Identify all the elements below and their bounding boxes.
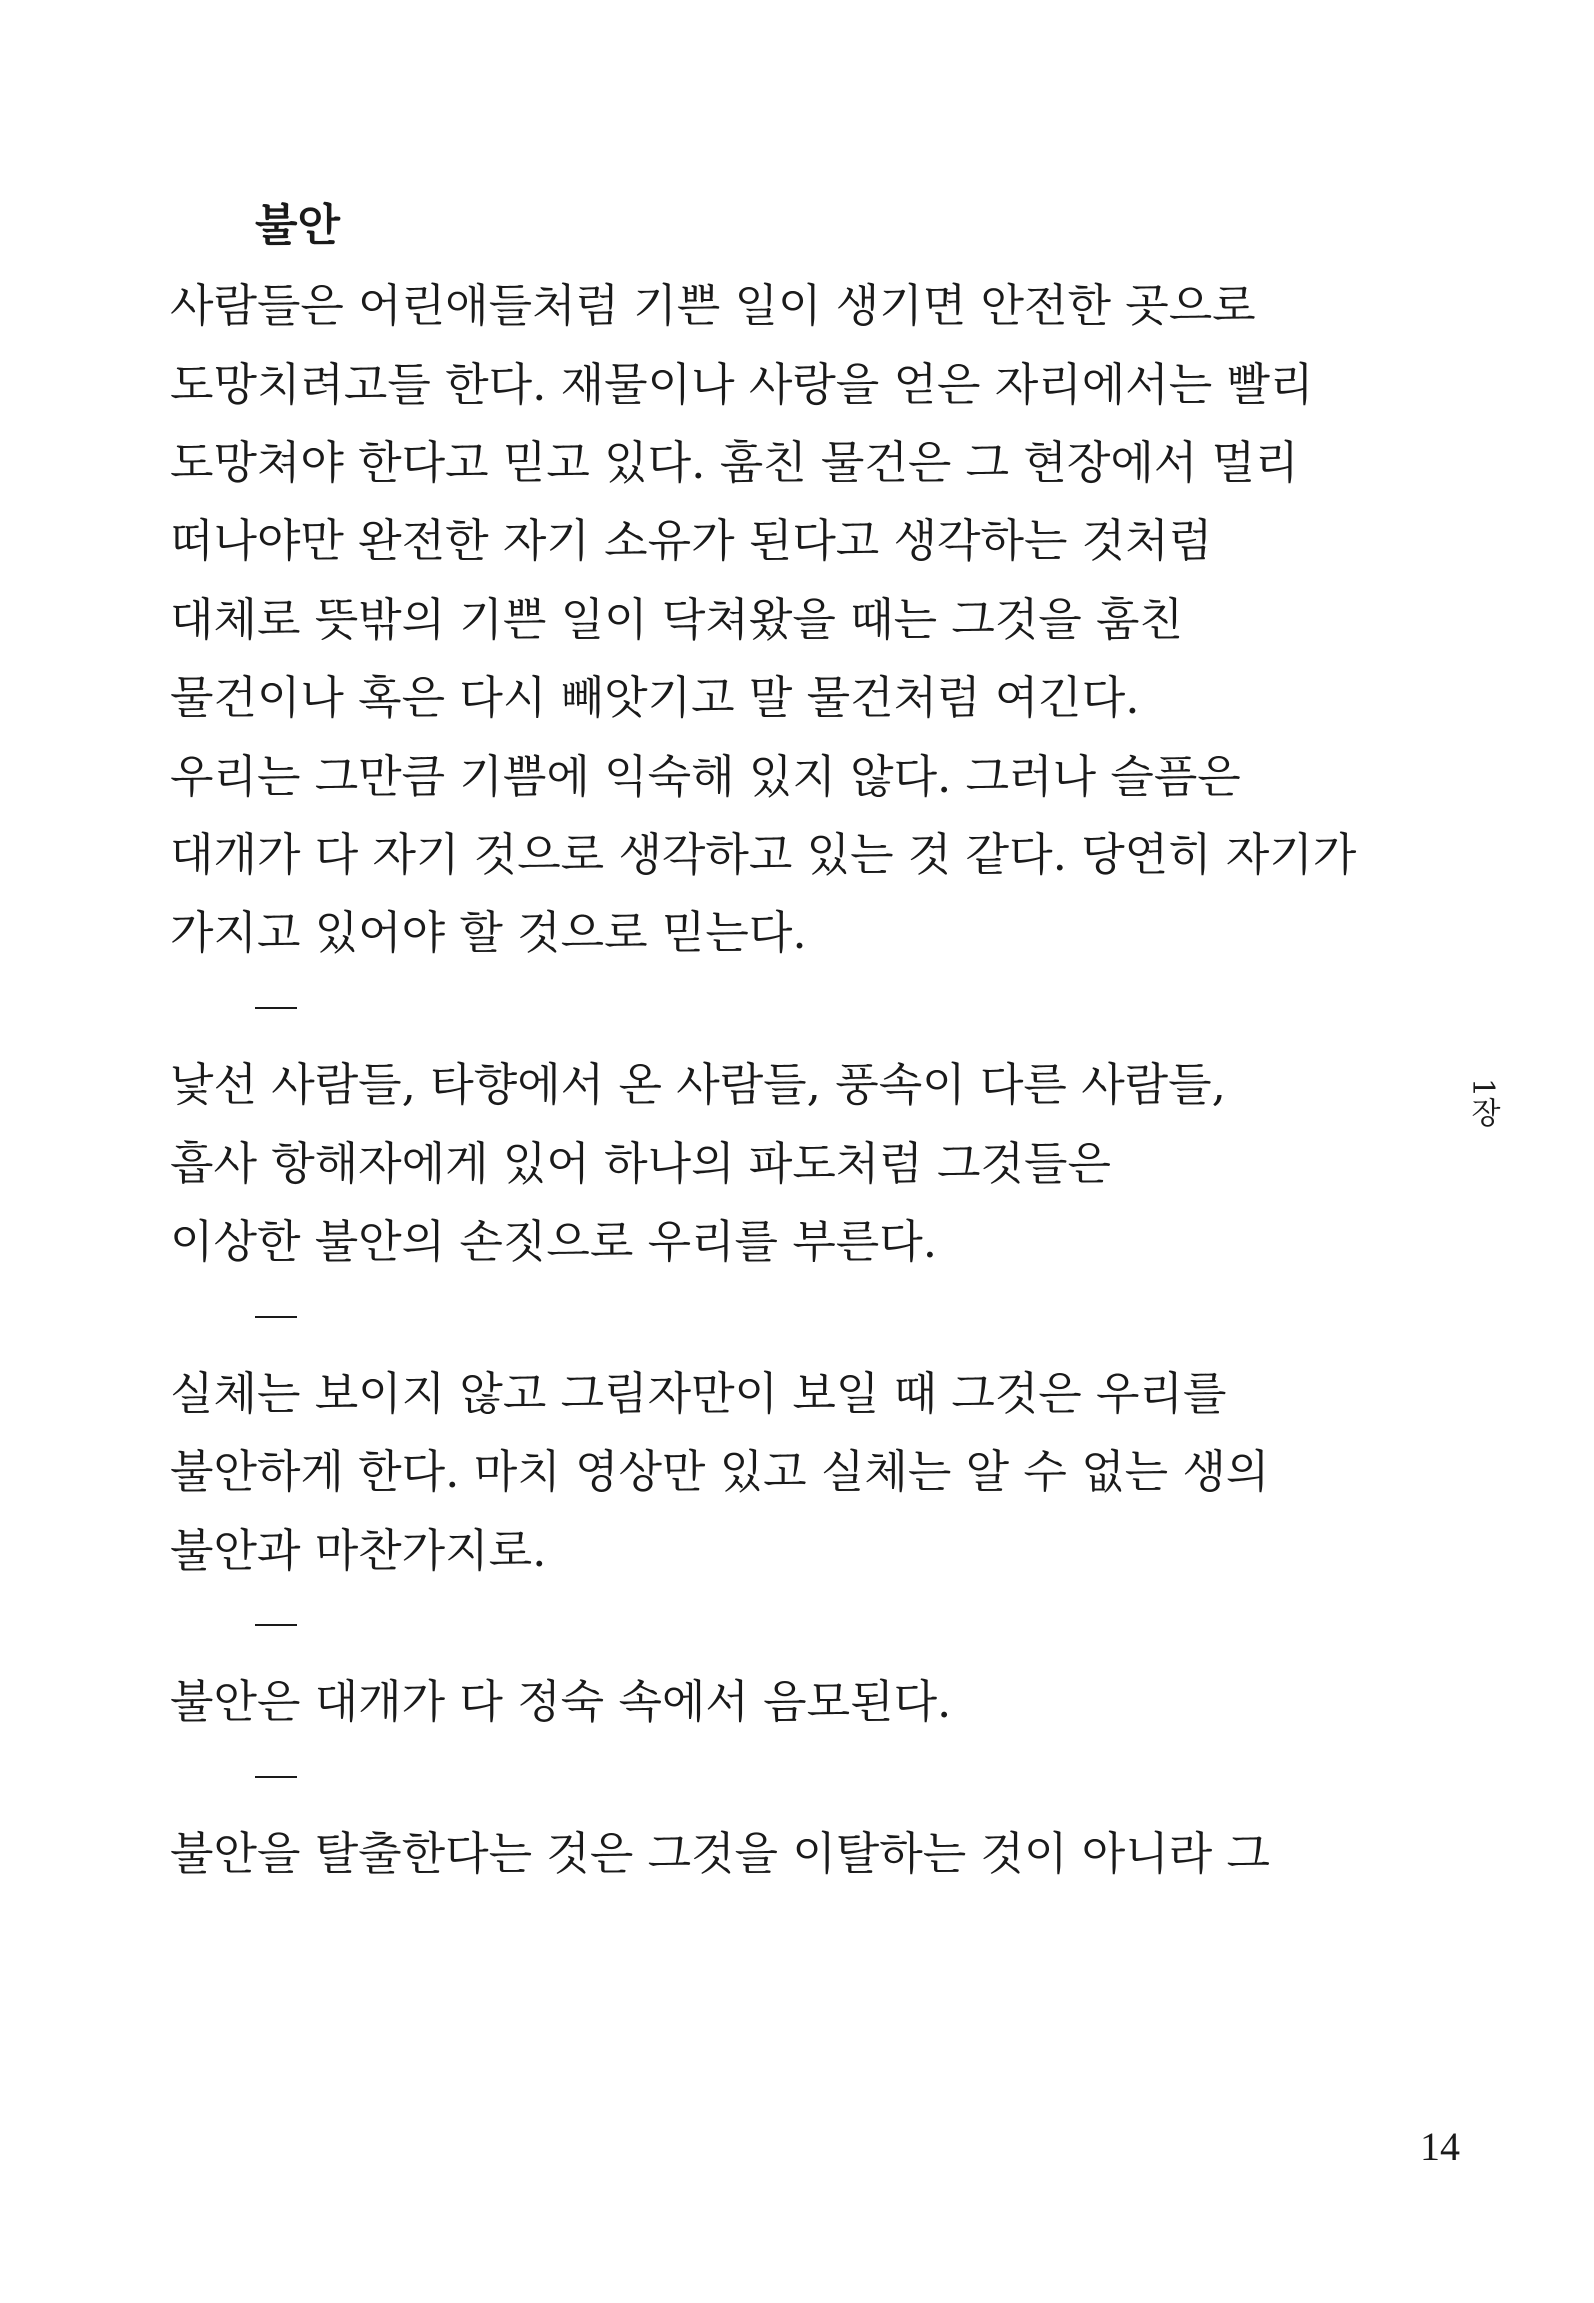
paragraph-1-line-6: 물건이나 혹은 다시 빼앗기고 말 물건처럼 여긴다. — [170, 671, 1140, 724]
paragraph-1-line-5: 대체로 뜻밖의 기쁜 일이 닥쳐왔을 때는 그것을 훔친 — [170, 593, 1184, 646]
paragraph-1-line-3: 도망쳐야 한다고 믿고 있다. 훔친 물건은 그 현장에서 멀리 — [170, 436, 1299, 489]
paragraph-2-line-1: 낯선 사람들, 타향에서 온 사람들, 풍속이 다른 사람들, — [170, 1058, 1226, 1111]
paragraph-1-line-7: 우리는 그만큼 기쁨에 익숙해 있지 않다. 그러나 슬픔은 — [170, 750, 1241, 803]
section-heading: 불안 — [255, 200, 341, 251]
paragraph-1-line-8: 대개가 다 자기 것으로 생각하고 있는 것 같다. 당연히 자기가 — [170, 828, 1357, 881]
paragraph-4-line-1: 불안은 대개가 다 정숙 속에서 음모된다. — [170, 1675, 952, 1728]
section-separator-dash — [255, 1624, 297, 1626]
paragraph-2-line-3: 이상한 불안의 손짓으로 우리를 부른다. — [170, 1215, 938, 1268]
paragraph-1-line-2: 도망치려고들 한다. 재물이나 사랑을 얻은 자리에서는 빨리 — [170, 358, 1314, 411]
section-separator-dash — [255, 1316, 297, 1318]
page-number: 14 — [1420, 2124, 1460, 2169]
paragraph-3-line-1: 실체는 보이지 않고 그림자만이 보일 때 그것은 우리를 — [170, 1367, 1227, 1420]
paragraph-3-line-2: 불안하게 한다. 마치 영상만 있고 실체는 알 수 없는 생의 — [170, 1445, 1270, 1498]
section-separator-dash — [255, 1776, 297, 1778]
paragraph-3-line-3: 불안과 마찬가지로. — [170, 1524, 547, 1577]
paragraph-1-line-4: 떠나야만 완전한 자기 소유가 된다고 생각하는 것처럼 — [170, 514, 1213, 567]
paragraph-2-line-2: 흡사 항해자에게 있어 하나의 파도처럼 그것들은 — [170, 1137, 1111, 1190]
chapter-running-head: 1장 — [1465, 1078, 1500, 1128]
paragraph-1-line-9: 가지고 있어야 할 것으로 믿는다. — [170, 906, 807, 959]
paragraph-1-line-1: 사람들은 어린애들처럼 기쁜 일이 생기면 안전한 곳으로 — [170, 279, 1256, 332]
section-separator-dash — [255, 1007, 297, 1009]
paragraph-5-line-1: 불안을 탈출한다는 것은 그것을 이탈하는 것이 아니라 그 — [170, 1827, 1270, 1880]
